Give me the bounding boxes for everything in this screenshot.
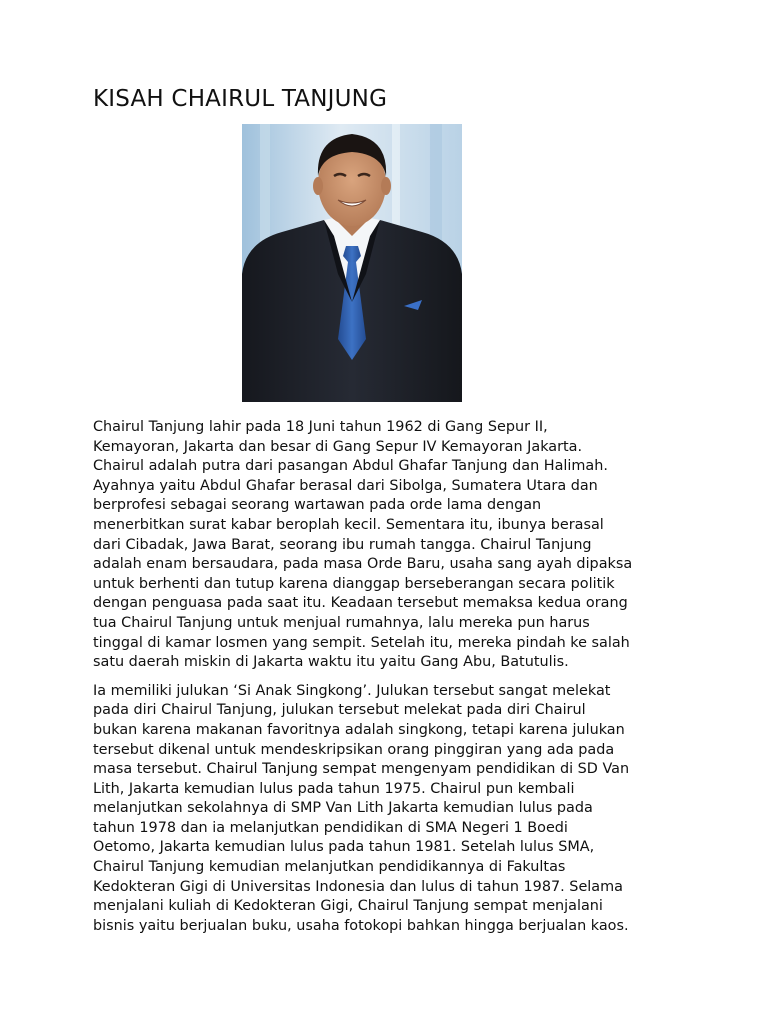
text-line: dari Cibadak, Jawa Barat, seorang ibu rumah tangga. Chairul Tanjung [93,536,592,553]
body-paragraph-2 [93,682,685,937]
text-line: Lith, Jakarta kemudian lulus pada tahun 1975. Chairul pun kembali [93,780,575,797]
text-line: menjalani kuliah di Kedokteran Gigi, Chairul Tanjung sempat menjalani [93,898,603,915]
text-line: tua Chairul Tanjung untuk menjual rumahnya, lalu mereka pun harus [93,614,590,631]
text-line: Ia memiliki julukan ‘Si Anak Singkong’. Julukan tersebut sangat melekat [93,682,611,699]
text-line: bisnis yaitu berjualan buku, usaha fotokopi bahkan hingga berjualan kaos. [93,917,629,934]
text-line: tersebut dikenal untuk mendeskripsikan orang pinggiran yang ada pada [93,741,615,758]
text-line: satu daerah miskin di Jakarta waktu itu yaitu Gang Abu, Batutulis. [93,654,569,671]
text-line: Chairul adalah putra dari pasangan Abdul Ghafar Tanjung dan Halimah. [93,458,608,475]
text-line: adalah enam bersaudara, pada masa Orde Baru, usaha sang ayah dipaksa [93,556,633,573]
text-line: Ayahnya yaitu Abdul Ghafar berasal dari Sibolga, Sumatera Utara dan [93,477,598,494]
text-line: bukan karena makanan favoritnya adalah singkong, tetapi karena julukan [93,721,625,738]
text-line: Chairul Tanjung kemudian melanjutkan pendidikannya di Fakultas [93,859,566,876]
document-title: KISAH CHAIRUL TANJUNG [93,86,388,112]
text-line: dengan penguasa pada saat itu. Keadaan tersebut memaksa kedua orang [93,595,628,612]
text-line: masa tersebut. Chairul Tanjung sempat mengenyam pendidikan di SD Van [93,761,630,778]
text-line: untuk berhenti dan tutup karena dianggap berseberangan secara politik [93,575,615,592]
text-line: tinggal di kamar losmen yang sempit. Setelah itu, mereka pindah ke salah [93,634,630,651]
text-line: Kemayoran, Jakarta dan besar di Gang Sepur IV Kemayoran Jakarta. [93,438,583,455]
text-line: melanjutkan sekolahnya di SMP Van Lith Jakarta kemudian lulus pada [93,800,593,817]
body-paragraph-1 [93,418,685,673]
text-line: berprofesi sebagai seorang wartawan pada orde lama dengan [93,497,542,514]
portrait-illustration [242,124,462,402]
text-line: Oetomo, Jakarta kemudian lulus pada tahun 1981. Setelah lulus SMA, [93,839,595,856]
text-line: Chairul Tanjung lahir pada 18 Juni tahun 1962 di Gang Sepur II, [93,419,548,435]
text-line: tahun 1978 dan ia melanjutkan pendidikan di SMA Negeri 1 Boedi [93,819,568,836]
portrait-photo [242,124,462,402]
document-body [93,418,685,936]
text-line: pada diri Chairul Tanjung, julukan tersebut melekat pada diri Chairul [93,702,586,719]
text-line: Kedokteran Gigi di Universitas Indonesia dan lulus di tahun 1987. Selama [93,878,623,895]
text-line: menerbitkan surat kabar beroplah kecil. Sementara itu, ibunya berasal [93,516,604,533]
